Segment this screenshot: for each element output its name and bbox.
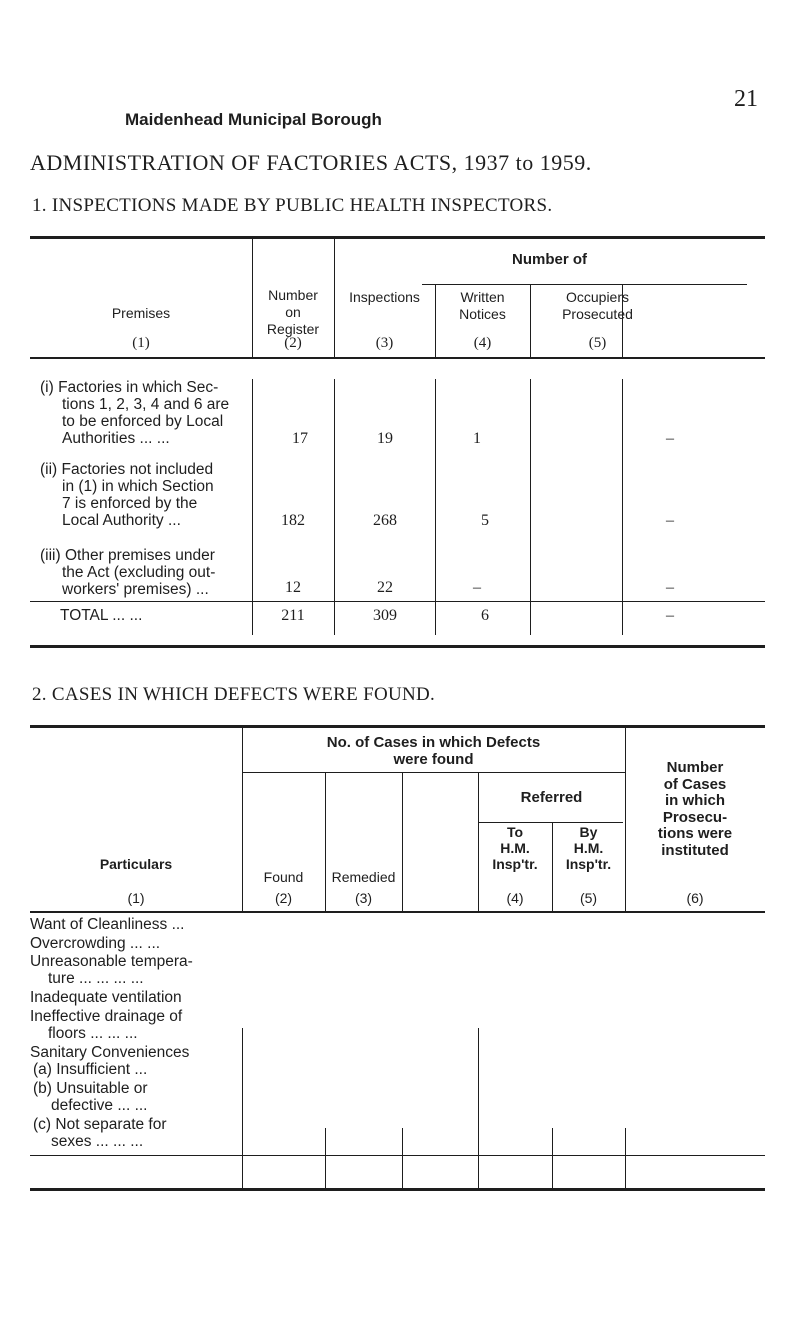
header-prosecutions-num: (6) xyxy=(686,890,704,906)
row-label-line: floors ... ... ... xyxy=(48,1025,138,1042)
header-group-line: No. of Cases in which Defects xyxy=(326,734,541,751)
cell-register: 12 xyxy=(285,579,301,596)
referred-rule xyxy=(478,822,623,823)
number-of-rule xyxy=(422,284,747,285)
header-notices-line: Written xyxy=(460,289,505,305)
row-label-line: in (1) in which Section xyxy=(62,478,214,495)
cell-inspections: 19 xyxy=(377,430,393,447)
section-1-title: 1. INSPECTIONS MADE BY PUBLIC HEALTH INSPECTORS. xyxy=(32,195,553,216)
cell-notices: 1 xyxy=(473,430,481,447)
row-label-line: (i) Factories in which Sec- xyxy=(40,379,219,396)
cell-notices: – xyxy=(473,579,481,596)
row-label xyxy=(40,547,215,598)
row-label-line: tions 1, 2, 3, 4 and 6 are xyxy=(62,396,230,413)
group-rule xyxy=(242,772,625,773)
row-label-line: 7 is enforced by the xyxy=(62,495,198,512)
total-prosecuted: – xyxy=(666,607,674,624)
cell-register: 17 xyxy=(292,430,308,447)
document-title: ADMINISTRATION OF FACTORIES ACTS, 1937 to 1959. xyxy=(30,150,592,175)
header-register xyxy=(252,287,334,338)
col-divider xyxy=(435,379,436,635)
row-label-line: (a) Insufficient ... xyxy=(33,1061,148,1078)
row-label xyxy=(30,1008,182,1042)
inspections-table xyxy=(30,236,765,648)
total-inspections: 309 xyxy=(373,607,397,624)
row-label: Inadequate ventilation xyxy=(30,989,182,1006)
row-label-line: Authorities ... ... xyxy=(62,430,170,447)
col-divider xyxy=(478,1028,479,1188)
header-premises: Premises xyxy=(111,305,171,321)
row-label-line: (ii) Factories not included xyxy=(40,461,214,478)
header-prosecuted-line: Occupiers xyxy=(565,289,630,305)
header-notices-line: Notices xyxy=(459,306,506,322)
section-2-title: 2. CASES IN WHICH DEFECTS WERE FOUND. xyxy=(32,684,436,705)
header-prosecuted xyxy=(530,289,665,323)
header-inspections-num: (3) xyxy=(375,335,394,351)
header-particulars-num: (1) xyxy=(127,890,145,906)
cell-notices: 5 xyxy=(481,512,489,529)
col-divider xyxy=(334,379,335,635)
header-prosecutions-line: tions were xyxy=(657,825,733,842)
row-label-line: (iii) Other premises under xyxy=(40,547,215,564)
col-divider xyxy=(552,1128,553,1188)
header-register-line: Register xyxy=(266,321,320,337)
header-prosecutions xyxy=(625,760,765,859)
defects-table xyxy=(30,725,765,1191)
header-to-line: H.M. xyxy=(500,840,530,856)
header-prosecutions-line: Prosecu- xyxy=(662,808,728,826)
header-notices-num: (4) xyxy=(473,335,492,351)
header-premises-num: (1) xyxy=(132,335,150,351)
row-label-line: Sanitary Conveniences xyxy=(30,1044,190,1061)
header-prosecuted-line: Prosecuted xyxy=(562,306,633,322)
header-notices xyxy=(435,289,530,323)
header-group xyxy=(242,734,625,768)
header-to-line: To xyxy=(506,824,524,840)
header-by-line: By xyxy=(579,824,598,840)
header-group-line: were found xyxy=(393,751,474,768)
col-divider xyxy=(402,1128,403,1188)
row-label-line: to be enforced by Local xyxy=(62,413,224,430)
col-divider xyxy=(402,772,403,911)
page-number: 21 xyxy=(734,86,758,112)
header-register-line: Number xyxy=(268,287,318,303)
row-label-line: defective ... ... xyxy=(51,1097,148,1114)
col-divider xyxy=(325,1128,326,1188)
total-rule xyxy=(30,601,765,602)
row-label xyxy=(33,1116,167,1150)
row-label-line: workers' premises) ... xyxy=(62,581,209,598)
header-to-line: Insp'tr. xyxy=(492,856,538,872)
cell-prosecuted: – xyxy=(666,579,674,596)
row-label-line: Local Authority ... xyxy=(62,512,181,529)
cell-inspections: 268 xyxy=(373,512,397,529)
total-label: TOTAL ... ... xyxy=(60,607,143,624)
borough-heading: Maidenhead Municipal Borough xyxy=(125,110,382,129)
header-by-num: (5) xyxy=(579,890,598,906)
row-label: Want of Cleanliness ... xyxy=(30,916,185,933)
cell-prosecuted: – xyxy=(666,430,674,447)
row-label xyxy=(40,379,229,447)
row-label xyxy=(30,1044,189,1078)
cell-register: 182 xyxy=(281,512,305,529)
col-divider xyxy=(625,1128,626,1188)
col-divider xyxy=(242,1028,243,1188)
header-register-line: on xyxy=(285,304,301,320)
header-inspections: Inspections xyxy=(349,289,420,305)
row-label xyxy=(30,953,193,987)
header-register-num: (2) xyxy=(284,335,302,351)
total-register: 211 xyxy=(281,607,305,624)
header-by-hm xyxy=(552,824,625,872)
col-divider xyxy=(622,379,623,635)
row-label-line: Unreasonable tempera- xyxy=(30,953,193,970)
cell-inspections: 22 xyxy=(377,579,393,596)
header-rule xyxy=(30,911,765,913)
col-divider xyxy=(530,379,531,635)
total-rule xyxy=(30,1155,765,1156)
header-remedied: Remedied xyxy=(331,869,396,885)
header-to-num: (4) xyxy=(506,890,524,906)
header-prosecutions-line: in which xyxy=(665,792,725,809)
header-to-hm xyxy=(478,824,552,872)
row-label-line: the Act (excluding out- xyxy=(62,564,216,581)
header-rule xyxy=(30,357,765,359)
row-label-line: (c) Not separate for xyxy=(33,1116,167,1133)
row-label: Overcrowding ... ... xyxy=(30,935,161,952)
row-label-line: (b) Unsuitable or xyxy=(33,1080,148,1097)
header-by-line: Insp'tr. xyxy=(565,856,612,872)
header-number-of: Number of xyxy=(512,251,587,268)
cell-prosecuted: – xyxy=(666,512,674,529)
header-prosecutions-line: instituted xyxy=(661,841,729,859)
col-divider xyxy=(252,379,253,635)
header-referred: Referred xyxy=(520,789,583,806)
header-found: Found xyxy=(263,869,304,885)
header-prosecutions-line: Number xyxy=(666,759,724,776)
row-label-line: sexes ... ... ... xyxy=(51,1133,144,1150)
header-prosecuted-num: (5) xyxy=(588,335,607,351)
total-notices: 6 xyxy=(481,607,489,624)
header-by-line: H.M. xyxy=(573,840,604,856)
header-particulars: Particulars xyxy=(99,856,173,872)
header-prosecutions-line: of Cases xyxy=(663,775,727,793)
header-remedied-num: (3) xyxy=(354,890,373,906)
row-label xyxy=(33,1080,148,1114)
row-label xyxy=(40,461,214,529)
row-label-line: Ineffective drainage of xyxy=(30,1008,183,1025)
row-label-line: ture ... ... ... ... xyxy=(48,970,144,987)
header-found-num: (2) xyxy=(274,890,293,906)
